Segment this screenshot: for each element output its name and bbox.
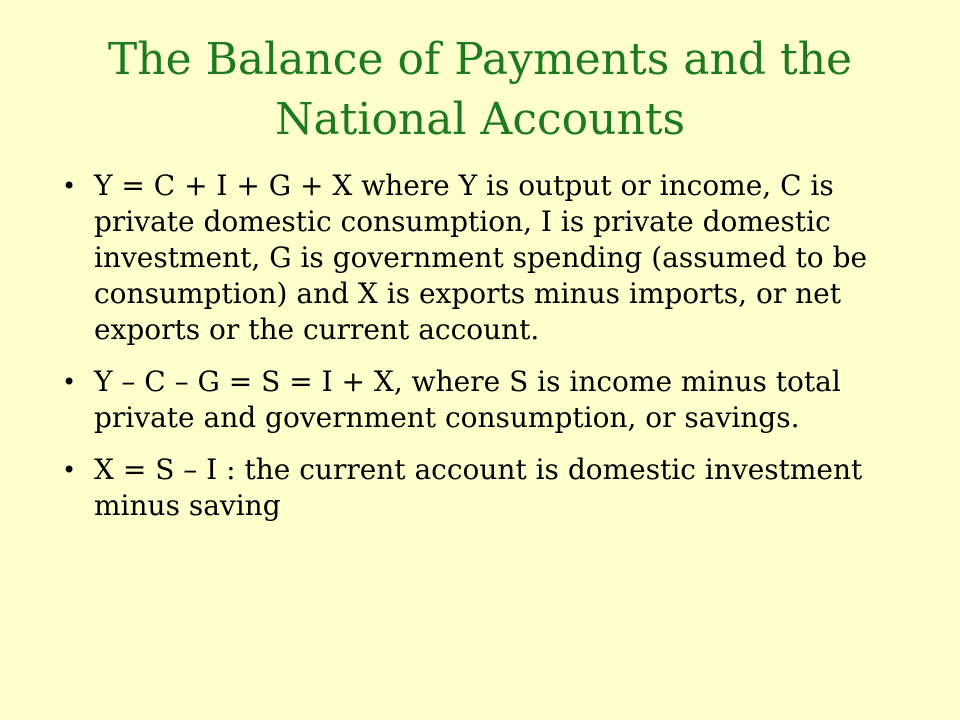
- bullet-marker: •: [62, 172, 77, 200]
- bullet-item-3: [62, 452, 912, 524]
- bullet-text: Y – C – G = S = I + X, where S is income minus total private and government consumption, or savings.: [94, 365, 841, 434]
- bullet-list: [62, 168, 912, 540]
- bullet-text: X = S – I : the current account is domestic investment minus saving: [94, 453, 863, 522]
- bullet-item-1: [62, 168, 912, 348]
- bullet-marker: •: [62, 456, 77, 484]
- bullet-item-2: [62, 364, 912, 436]
- slide-title: The Balance of Payments and the National Accounts: [107, 34, 853, 145]
- bullet-marker: •: [62, 368, 77, 396]
- bullet-text: Y = C + I + G + X where Y is output or income, C is private domestic consumption, I is private domestic investment, G is government spending (assumed to be consumption) and X is exports minus imports, or net exports or the current account.: [94, 169, 868, 346]
